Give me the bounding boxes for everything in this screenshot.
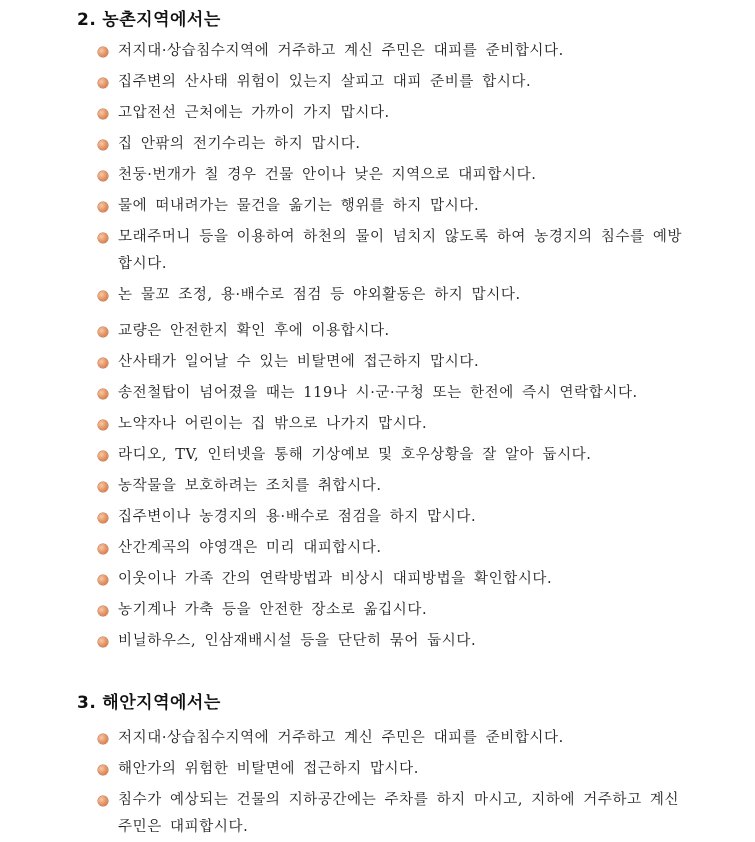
list-item: 비닐하우스, 인삼재배시설 등을 단단히 묶어 둡시다. — [98, 628, 688, 655]
list-item: 교량은 안전한지 확인 후에 이용합시다. — [98, 318, 688, 345]
bullet-icon — [98, 544, 108, 554]
bullet-icon — [98, 637, 108, 647]
bullet-icon — [98, 78, 108, 88]
list-item: 송전철탑이 넘어졌을 때는 119나 시·군·구청 또는 한전에 즉시 연락합시다. — [98, 380, 688, 407]
list-item: 저지대·상습침수지역에 거주하고 계신 주민은 대피를 준비합시다. — [98, 38, 688, 65]
list-item: 물에 떠내려가는 물건을 옮기는 행위를 하지 맙시다. — [98, 193, 688, 220]
section-number: 3. — [77, 693, 97, 713]
bullet-icon — [98, 327, 108, 337]
bullet-icon — [98, 202, 108, 212]
bullet-icon — [98, 482, 108, 492]
bullet-icon — [98, 47, 108, 57]
bullet-icon — [98, 513, 108, 523]
list-item: 산간계곡의 야영객은 미리 대피합시다. — [98, 535, 688, 562]
section-number: 2. — [77, 10, 97, 30]
list-item: 농작물을 보호하려는 조치를 취합시다. — [98, 473, 688, 500]
section-heading-coastal — [77, 688, 221, 713]
list-item: 집 안팎의 전기수리는 하지 맙시다. — [98, 131, 688, 158]
coastal-guideline-list — [98, 725, 688, 841]
list-item: 모래주머니 등을 이용하여 하천의 물이 넘치지 않도록 하여 농경지의 침수를 예방합시다. — [98, 224, 688, 278]
list-item: 논 물꼬 조정, 용·배수로 점검 등 야외활동은 하지 맙시다. — [98, 282, 688, 309]
list-item: 집주변의 산사태 위험이 있는지 살피고 대피 준비를 합시다. — [98, 69, 688, 96]
bullet-icon — [98, 291, 108, 301]
bullet-icon — [98, 233, 108, 243]
bullet-icon — [98, 140, 108, 150]
bullet-icon — [98, 171, 108, 181]
bullet-icon — [98, 109, 108, 119]
list-item: 침수가 예상되는 건물의 지하공간에는 주차를 하지 마시고, 지하에 거주하고 계신 주민은 대피합시다. — [98, 787, 688, 841]
list-item: 이웃이나 가족 간의 연락방법과 비상시 대피방법을 확인합시다. — [98, 566, 688, 593]
rural-guideline-list — [98, 38, 688, 655]
bullet-icon — [98, 606, 108, 616]
section-title-text: 농촌지역에서는 — [102, 10, 221, 30]
bullet-icon — [98, 420, 108, 430]
bullet-icon — [98, 765, 108, 775]
list-item: 천둥·번개가 칠 경우 건물 안이나 낮은 지역으로 대피합시다. — [98, 162, 688, 189]
bullet-icon — [98, 734, 108, 744]
section-title-text: 해안지역에서는 — [102, 693, 221, 713]
bullet-icon — [98, 575, 108, 585]
section-heading-rural — [77, 5, 221, 30]
list-item: 고압전선 근처에는 가까이 가지 맙시다. — [98, 100, 688, 127]
bullet-icon — [98, 796, 108, 806]
list-item: 산사태가 일어날 수 있는 비탈면에 접근하지 맙시다. — [98, 349, 688, 376]
list-item: 농기계나 가축 등을 안전한 장소로 옮깁시다. — [98, 597, 688, 624]
list-item: 해안가의 위험한 비탈면에 접근하지 맙시다. — [98, 756, 688, 783]
list-item: 라디오, TV, 인터넷을 통해 기상예보 및 호우상황을 잘 알아 둡시다. — [98, 442, 688, 469]
list-item: 노약자나 어린이는 집 밖으로 나가지 맙시다. — [98, 411, 688, 438]
bullet-icon — [98, 451, 108, 461]
list-item: 집주변이나 농경지의 용·배수로 점검을 하지 맙시다. — [98, 504, 688, 531]
list-item: 저지대·상습침수지역에 거주하고 계신 주민은 대피를 준비합시다. — [98, 725, 688, 752]
bullet-icon — [98, 358, 108, 368]
bullet-icon — [98, 389, 108, 399]
